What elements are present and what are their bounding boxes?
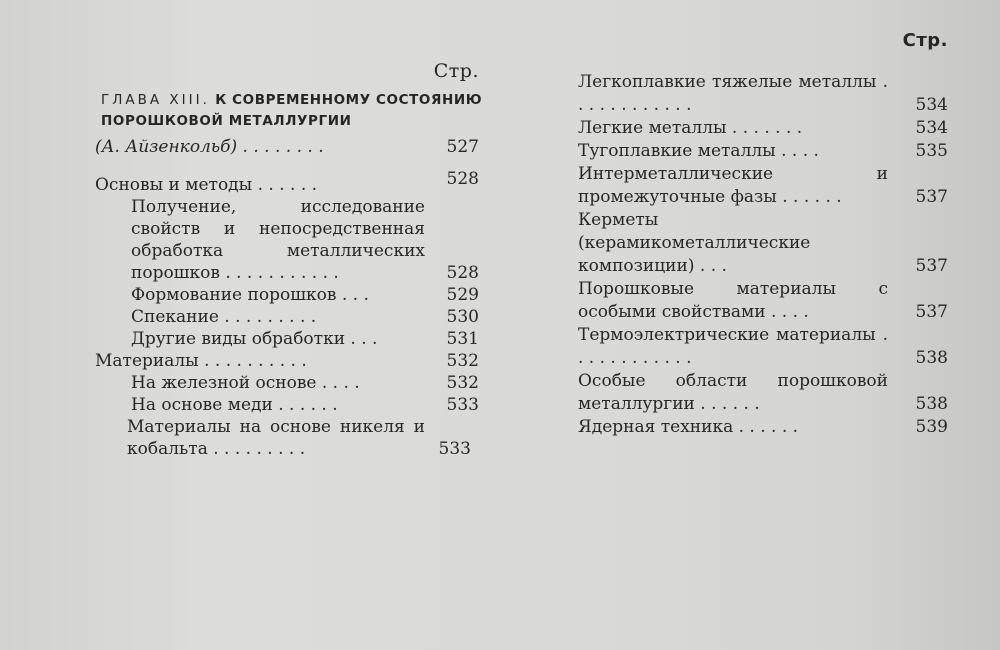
toc-entry-nickel-cobalt [91,416,485,460]
toc-entry-page: 537 [915,302,948,322]
toc-entry-page: 532 [446,373,479,393]
toc-entry-nuclear [578,416,948,439]
toc-entry-page: 528 [446,169,479,189]
toc-entry-sintering [95,306,485,328]
page-column-label: Стр. [433,60,479,82]
toc-right-column [578,30,948,439]
toc-left-column [95,60,485,460]
toc-entry-special-powder-materials [578,278,948,324]
toc-entry-page: 538 [915,394,948,414]
toc-entry-intermetallic-phases [578,163,948,209]
toc-entry-text: Получение, исследование свойств и непосредственная обработка металлических порошков . . . . . . . . . . . [131,197,425,283]
toc-entry-text: Порошковые материалы с особыми свойствами . . . . [578,279,888,322]
toc-entry-page: 537 [915,187,948,207]
toc-entry-text: На железной основе . . . . [131,373,360,393]
toc-entry-text: Формование порошков . . . [131,285,369,305]
toc-entry-special-fields [578,370,948,416]
toc-entry-page: 537 [915,256,948,276]
toc-entry-text: Основы и методы . . . . . . [95,175,318,195]
toc-entry-page: 535 [915,141,948,161]
toc-entry-page: 527 [446,137,479,157]
toc-entry-text: Термоэлектрические материалы . . . . . . . . . . . . [578,325,888,368]
toc-entry-text: Материалы . . . . . . . . . . [95,351,307,371]
toc-entry-other-processing [95,328,485,350]
chapter-heading [95,90,485,132]
toc-entry-powders [95,196,485,284]
toc-entry-text: Интерметаллические и промежуточные фазы . . . . . . [578,164,888,207]
toc-entry-text: Тугоплавкие металлы . . . . [578,141,819,161]
toc-entry-text: Спекание . . . . . . . . . [131,307,317,327]
toc-entry-materials [95,350,485,372]
toc-entry-page: 539 [915,417,948,437]
page-column-label: Стр. [902,30,948,51]
toc-entry-page: 538 [915,348,948,368]
toc-entry-text: Керметы (керамикометаллические композиции) . . . [578,210,811,276]
toc-entry-fusible-heavy-metals [578,71,948,117]
toc-entry-text: Материалы на основе никеля и кобальта . . . . . . . . . [127,417,425,459]
toc-entry-iron-based [95,372,485,394]
toc-entry-light-metals [578,117,948,140]
toc-entry-author [95,136,485,158]
toc-entry-text: На основе меди . . . . . . [131,395,338,415]
toc-entry-page: 534 [915,118,948,138]
toc-entry-cermets [578,209,948,278]
toc-entry-page: 530 [446,307,479,327]
toc-entry-page: 533 [446,395,479,415]
toc-entry-basics [95,169,485,196]
toc-entry-page: 534 [915,95,948,115]
toc-entry-copper-based [95,394,485,416]
chapter-title-line2: ПОРОШКОВОЙ МЕТАЛЛУРГИИ [101,113,352,129]
toc-entry-page: 528 [446,263,479,283]
toc-entry-page: 529 [446,285,479,305]
toc-entry-page: 533 [438,439,471,459]
toc-entry-text: Ядерная техника . . . . . . [578,417,799,437]
chapter-label: ГЛАВА XIII. [101,92,210,108]
toc-entry-thermoelectric [578,324,948,370]
toc-entry-refractory-metals [578,140,948,163]
toc-entry-page: 531 [446,329,479,349]
toc-entry-text: Особые области порошковой металлургии . . . . . . [578,371,888,414]
toc-entry-forming [95,284,485,306]
toc-entry-text: Другие виды обработки . . . [131,329,378,349]
toc-entry-text: Легкие металлы . . . . . . . [578,118,803,138]
toc-entry-text: (А. Айзенкольб) . . . . . . . . [95,137,324,157]
chapter-title-line1: К СОВРЕМЕННОМУ СОСТОЯНИЮ [215,92,483,108]
toc-entry-page: 532 [446,351,479,371]
toc-entry-text: Легкоплавкие тяжелые металлы . . . . . . . . . . . . [578,72,888,115]
